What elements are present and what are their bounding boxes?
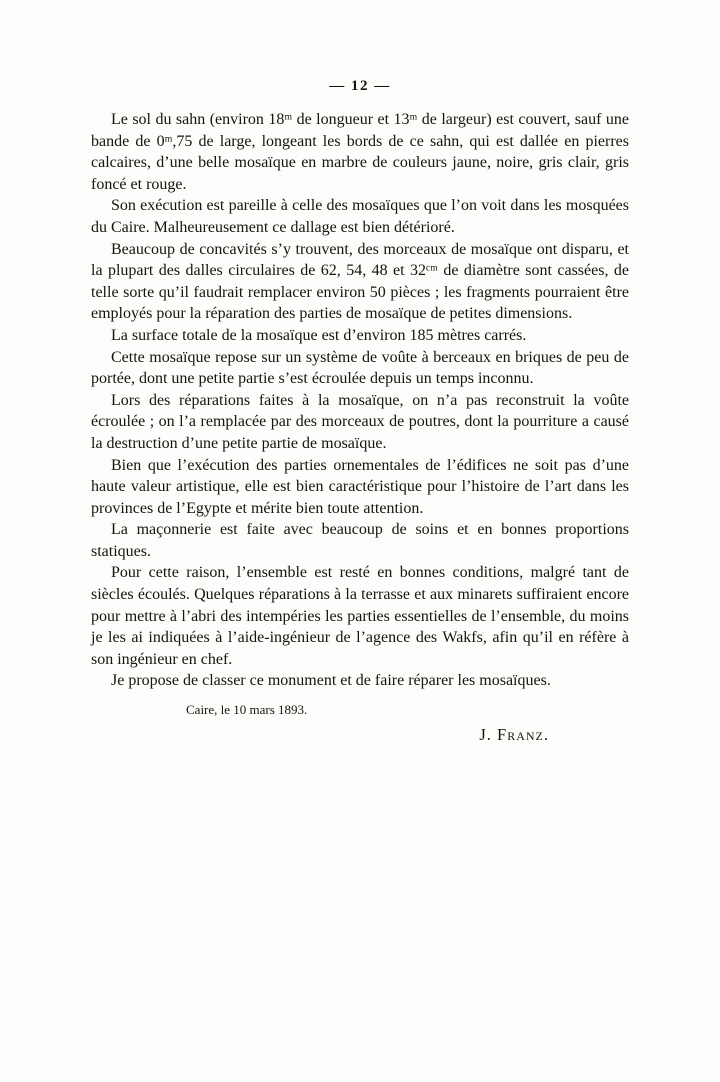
page-number: — 12 — <box>329 78 391 94</box>
paragraph-3: Beaucoup de concavités s’y trouvent, des morceaux de mosaïque ont disparu, et la plupart des dalles circulaires de 62, 54, 48 et 32ᶜᵐ de diamètre sont cassées, de telle sorte qu’il faudrait remplacer environ 50 pièces ; les fragments pourraient être employés pour la réparation des parties de mosaïque de petites dimensions. <box>91 240 629 323</box>
dateline: Caire, le 10 mars 1893. <box>186 702 308 718</box>
signature: J. Franz. <box>479 724 549 744</box>
paragraph-5: Cette mosaïque repose sur un système de voûte à berceaux en briques de peu de portée, dont une petite partie s’est écroulée depuis un temps inconnu. <box>91 348 629 388</box>
closing-block <box>91 699 629 745</box>
paragraph-1: Le sol du sahn (environ 18ᵐ de longueur et 13ᵐ de largeur) est couvert, sauf une bande de 0ᵐ,75 de large, longeant les bords de ce sahn, qui est dallée en pierres calcaires, d’une belle mosaïque en marbre de couleurs jaune, noire, gris clair, gris foncé et rouge. <box>91 111 629 193</box>
paragraph-2: Son exécution est pareille à celle des mosaïques que l’on voit dans les mosquées du Caire. Malheureusement ce dallage est bien détérioré. <box>91 197 629 236</box>
paragraph-10: Je propose de classer ce monument et de faire réparer les mosaïques. <box>111 672 551 690</box>
paragraph-8: La maçonnerie est faite avec beaucoup de soins et en bonnes proportions statiques. <box>91 521 629 560</box>
paragraph-7: Bien que l’exécution des parties ornementales de l’édifices ne soit pas d’une haute valeur artistique, elle est bien caractéristique pour l’histoire de l’art dans les provinces de l’Egypte et mérite bien toute attention. <box>91 456 629 517</box>
document-body <box>91 109 629 745</box>
paragraph-6: Lors des réparations faites à la mosaïque, on n’a pas reconstruit la voûte écroulée ; on l’a remplacée par des morceaux de poutres, dont la pourriture a causé la destruction d’une petite partie de mosaïque. <box>91 391 629 452</box>
paragraph-4: La surface totale de la mosaïque est d’environ 185 mètres carrés. <box>111 326 527 344</box>
paragraph-9: Pour cette raison, l’ensemble est resté en bonnes conditions, malgré tant de siècles écoulés. Quelques réparations à la terrasse et aux minarets suffiraient encore pour mettre à l’abri des intempéries les parties essentielles de l’ensemble, du moins je les ai indiquées à l’aide-ingénieur de l’agence des Wakfs, afin qu’il en réfère à son ingénieur en chef. <box>91 564 629 668</box>
